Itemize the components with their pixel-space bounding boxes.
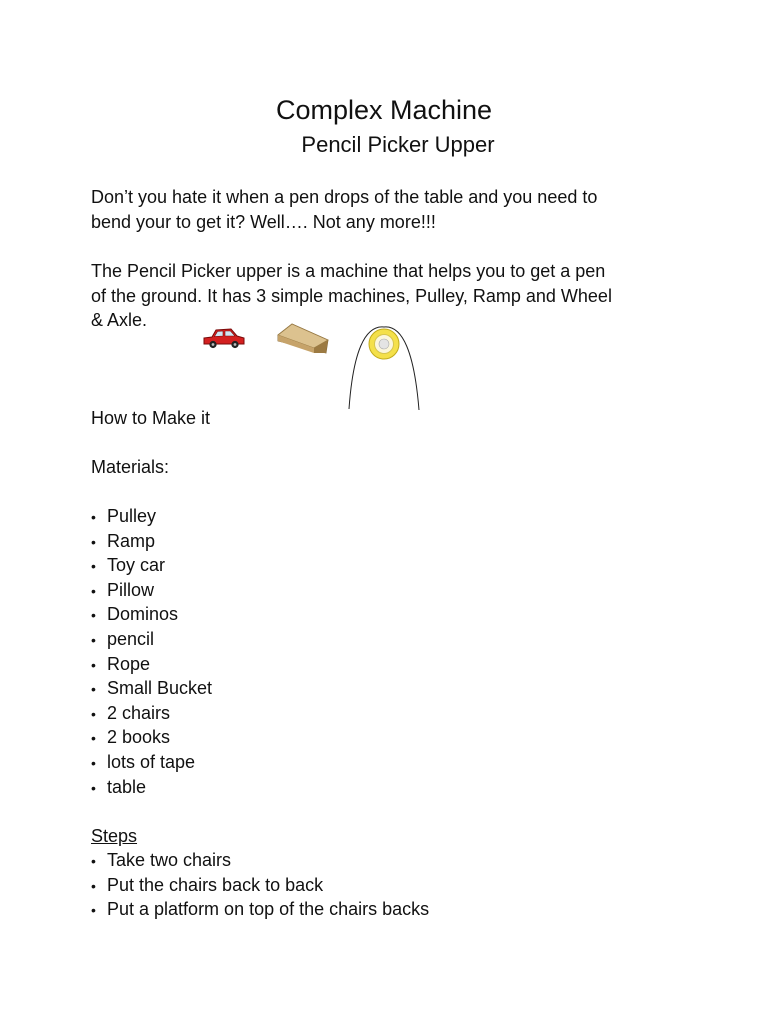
- description-line: & Axle.: [91, 310, 148, 330]
- bullet-icon: •: [91, 631, 96, 648]
- ramp-icon: [274, 321, 332, 355]
- material-label: table: [107, 776, 147, 797]
- list-item: [91, 750, 212, 775]
- material-label: pencil: [107, 628, 155, 649]
- list-item: [91, 529, 212, 554]
- toy-car-icon: [202, 325, 246, 349]
- description-line: of the ground. It has 3 simple machines, Pulley, Ramp and Wheel: [91, 285, 612, 306]
- list-item: [91, 848, 429, 873]
- bullet-icon: •: [91, 558, 96, 575]
- steps-heading: Steps: [91, 826, 138, 846]
- material-label: Pillow: [107, 579, 155, 600]
- bullet-icon: •: [91, 877, 96, 894]
- material-label: 2 books: [107, 727, 171, 748]
- bullet-icon: •: [91, 779, 96, 796]
- list-item: [91, 676, 212, 701]
- bullet-icon: •: [91, 681, 96, 698]
- list-item: [91, 701, 212, 726]
- material-label: 2 chairs: [107, 702, 171, 723]
- steps-list: [91, 848, 429, 922]
- bullet-icon: •: [91, 582, 96, 599]
- intro-line: bend your to get it? Well…. Not any more!!!: [91, 211, 436, 232]
- list-item: [91, 652, 212, 677]
- material-label: Small Bucket: [107, 678, 213, 699]
- bullet-icon: •: [91, 705, 96, 722]
- list-item: [91, 504, 212, 529]
- bullet-icon: •: [91, 533, 96, 550]
- bullet-icon: •: [91, 730, 96, 747]
- list-item: [91, 627, 212, 652]
- list-item: [91, 578, 212, 603]
- step-label: Put a platform on top of the chairs backs: [107, 899, 430, 920]
- list-item: [91, 553, 212, 578]
- materials-heading: Materials:: [91, 457, 170, 477]
- description-line: The Pencil Picker upper is a machine that helps you to get a pen: [91, 261, 606, 281]
- list-item: [91, 897, 429, 922]
- materials-list: [91, 504, 212, 799]
- material-label: lots of tape: [107, 751, 196, 772]
- pulley-icon: [346, 322, 422, 414]
- bullet-icon: •: [91, 754, 96, 771]
- bullet-icon: •: [91, 656, 96, 673]
- material-label: Rope: [107, 653, 151, 674]
- bullet-icon: •: [91, 853, 96, 869]
- step-label: Take two chairs: [107, 850, 232, 870]
- step-label: Put the chairs back to back: [107, 874, 324, 895]
- page-subtitle: Pencil Picker Upper: [301, 132, 495, 157]
- list-item: [91, 775, 212, 800]
- list-item: [91, 873, 429, 898]
- material-label: Dominos: [107, 604, 179, 625]
- bullet-icon: •: [91, 509, 96, 525]
- bullet-icon: •: [91, 902, 96, 919]
- page-title: Complex Machine: [275, 95, 493, 125]
- list-item: [91, 602, 212, 627]
- material-label: Pulley: [107, 506, 157, 526]
- list-item: [91, 725, 212, 750]
- bullet-icon: •: [91, 607, 96, 624]
- intro-line: Don’t you hate it when a pen drops of the table and you need to: [91, 187, 598, 207]
- material-label: Ramp: [107, 530, 156, 551]
- how-to-heading: How to Make it: [91, 408, 211, 428]
- material-label: Toy car: [107, 555, 166, 576]
- intro-paragraph: [91, 185, 691, 234]
